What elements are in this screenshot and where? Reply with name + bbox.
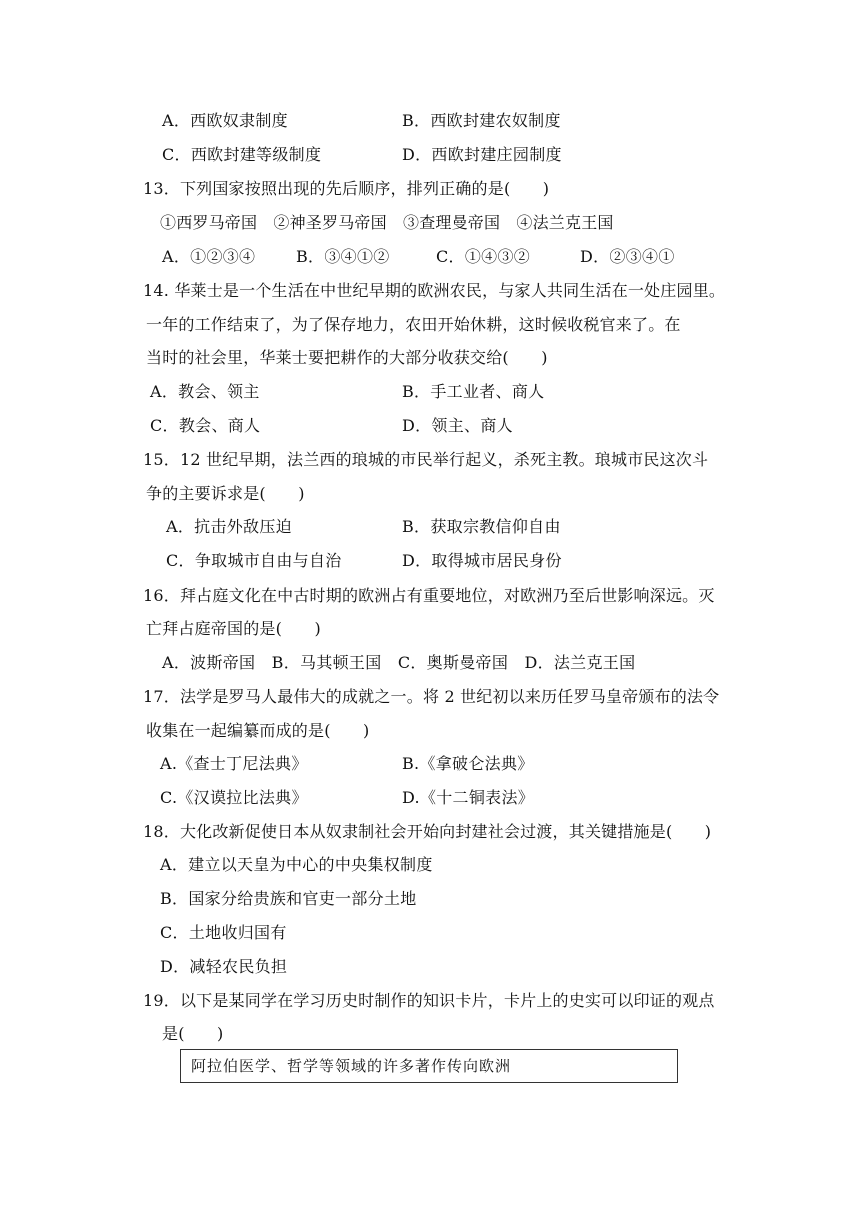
q14-option-b: B．手工业者、商人 [402, 382, 545, 401]
q14-option-c: C．教会、商人 [150, 416, 261, 435]
q17-option-d: D.《十二铜表法》 [402, 788, 535, 807]
knowledge-card-text: 阿拉伯医学、哲学等领域的许多著作传向欧洲 [191, 1057, 512, 1075]
q19-stem-line-2: 是( ) [162, 1024, 224, 1043]
q17-stem-line-2: 收集在一起编纂而成的是( ) [146, 721, 370, 740]
q17-stem-line-1: 17．法学是罗马人最伟大的成就之一。将 2 世纪初以来历任罗马皇帝颁布的法令 [143, 687, 720, 706]
q14-stem-line-3: 当时的社会里，华莱士要把耕作的大部分收获交给( ) [146, 348, 548, 367]
q18-option-b: B．国家分给贵族和官吏一部分土地 [160, 889, 417, 908]
q15-option-b: B．获取宗教信仰自由 [402, 517, 561, 536]
q14-option-a: A．教会、领主 [150, 382, 260, 401]
q12-option-c: C．西欧封建等级制度 [162, 145, 322, 164]
knowledge-card [180, 1049, 678, 1083]
q14-stem-line-1: 14. 华莱士是一个生活在中世纪早期的欧洲农民，与家人共同生活在一处庄园里。 [143, 281, 726, 300]
q12-option-b: B．西欧封建农奴制度 [402, 111, 561, 130]
q17-option-a: A.《查士丁尼法典》 [160, 754, 308, 773]
q15-option-d: D．取得城市居民身份 [402, 551, 562, 570]
q17-option-b: B.《拿破仑法典》 [402, 754, 534, 773]
q15-option-c: C．争取城市自由与自治 [166, 551, 342, 570]
q13-option-c: C．①④③② [436, 247, 531, 266]
q15-stem-line-2: 争的主要诉求是( ) [146, 484, 305, 503]
q14-option-d: D．领主、商人 [402, 416, 513, 435]
q15-stem-line-1: 15．12 世纪早期，法兰西的琅城的市民举行起义，杀死主教。琅城市民这次斗 [143, 450, 709, 469]
q18-option-a: A．建立以天皇为中心的中央集权制度 [160, 855, 433, 874]
q12-option-a: A．西欧奴隶制度 [162, 111, 288, 130]
q12-option-d: D．西欧封建庄园制度 [402, 145, 562, 164]
q13-option-b: B．③④①② [296, 247, 390, 266]
q16-stem-line-1: 16．拜占庭文化在中古时期的欧洲占有重要地位，对欧洲乃至后世影响深远。灭 [143, 586, 715, 605]
q17-option-c: C.《汉谟拉比法典》 [160, 788, 308, 807]
q14-stem-line-2: 一年的工作结束了，为了保存地力，农田开始休耕，这时候收税官来了。在 [146, 315, 681, 334]
q15-option-a: A．抗击外敌压迫 [166, 517, 292, 536]
q13-option-a: A．①②③④ [162, 247, 256, 266]
q16-stem-line-2: 亡拜占庭帝国的是( ) [146, 619, 321, 638]
q13-stem: 13．下列国家按照出现的先后顺序，排列正确的是( ) [143, 179, 550, 198]
q18-stem: 18．大化改新促使日本从奴隶制社会开始向封建社会过渡，其关键措施是( ) [143, 822, 712, 841]
q18-option-c: C．土地收归国有 [160, 923, 287, 942]
q13-option-d: D．②③④① [580, 247, 675, 266]
q13-items: ①西罗马帝国 ②神圣罗马帝国 ③查理曼帝国 ④法兰克王国 [160, 213, 614, 232]
q19-stem-line-1: 19．以下是某同学在学习历史时制作的知识卡片，卡片上的史实可以印证的观点 [143, 991, 715, 1010]
q16-options: A．波斯帝国 B．马其顿王国 C．奥斯曼帝国 D．法兰克王国 [162, 653, 636, 672]
q18-option-d: D．减轻农民负担 [160, 957, 288, 976]
